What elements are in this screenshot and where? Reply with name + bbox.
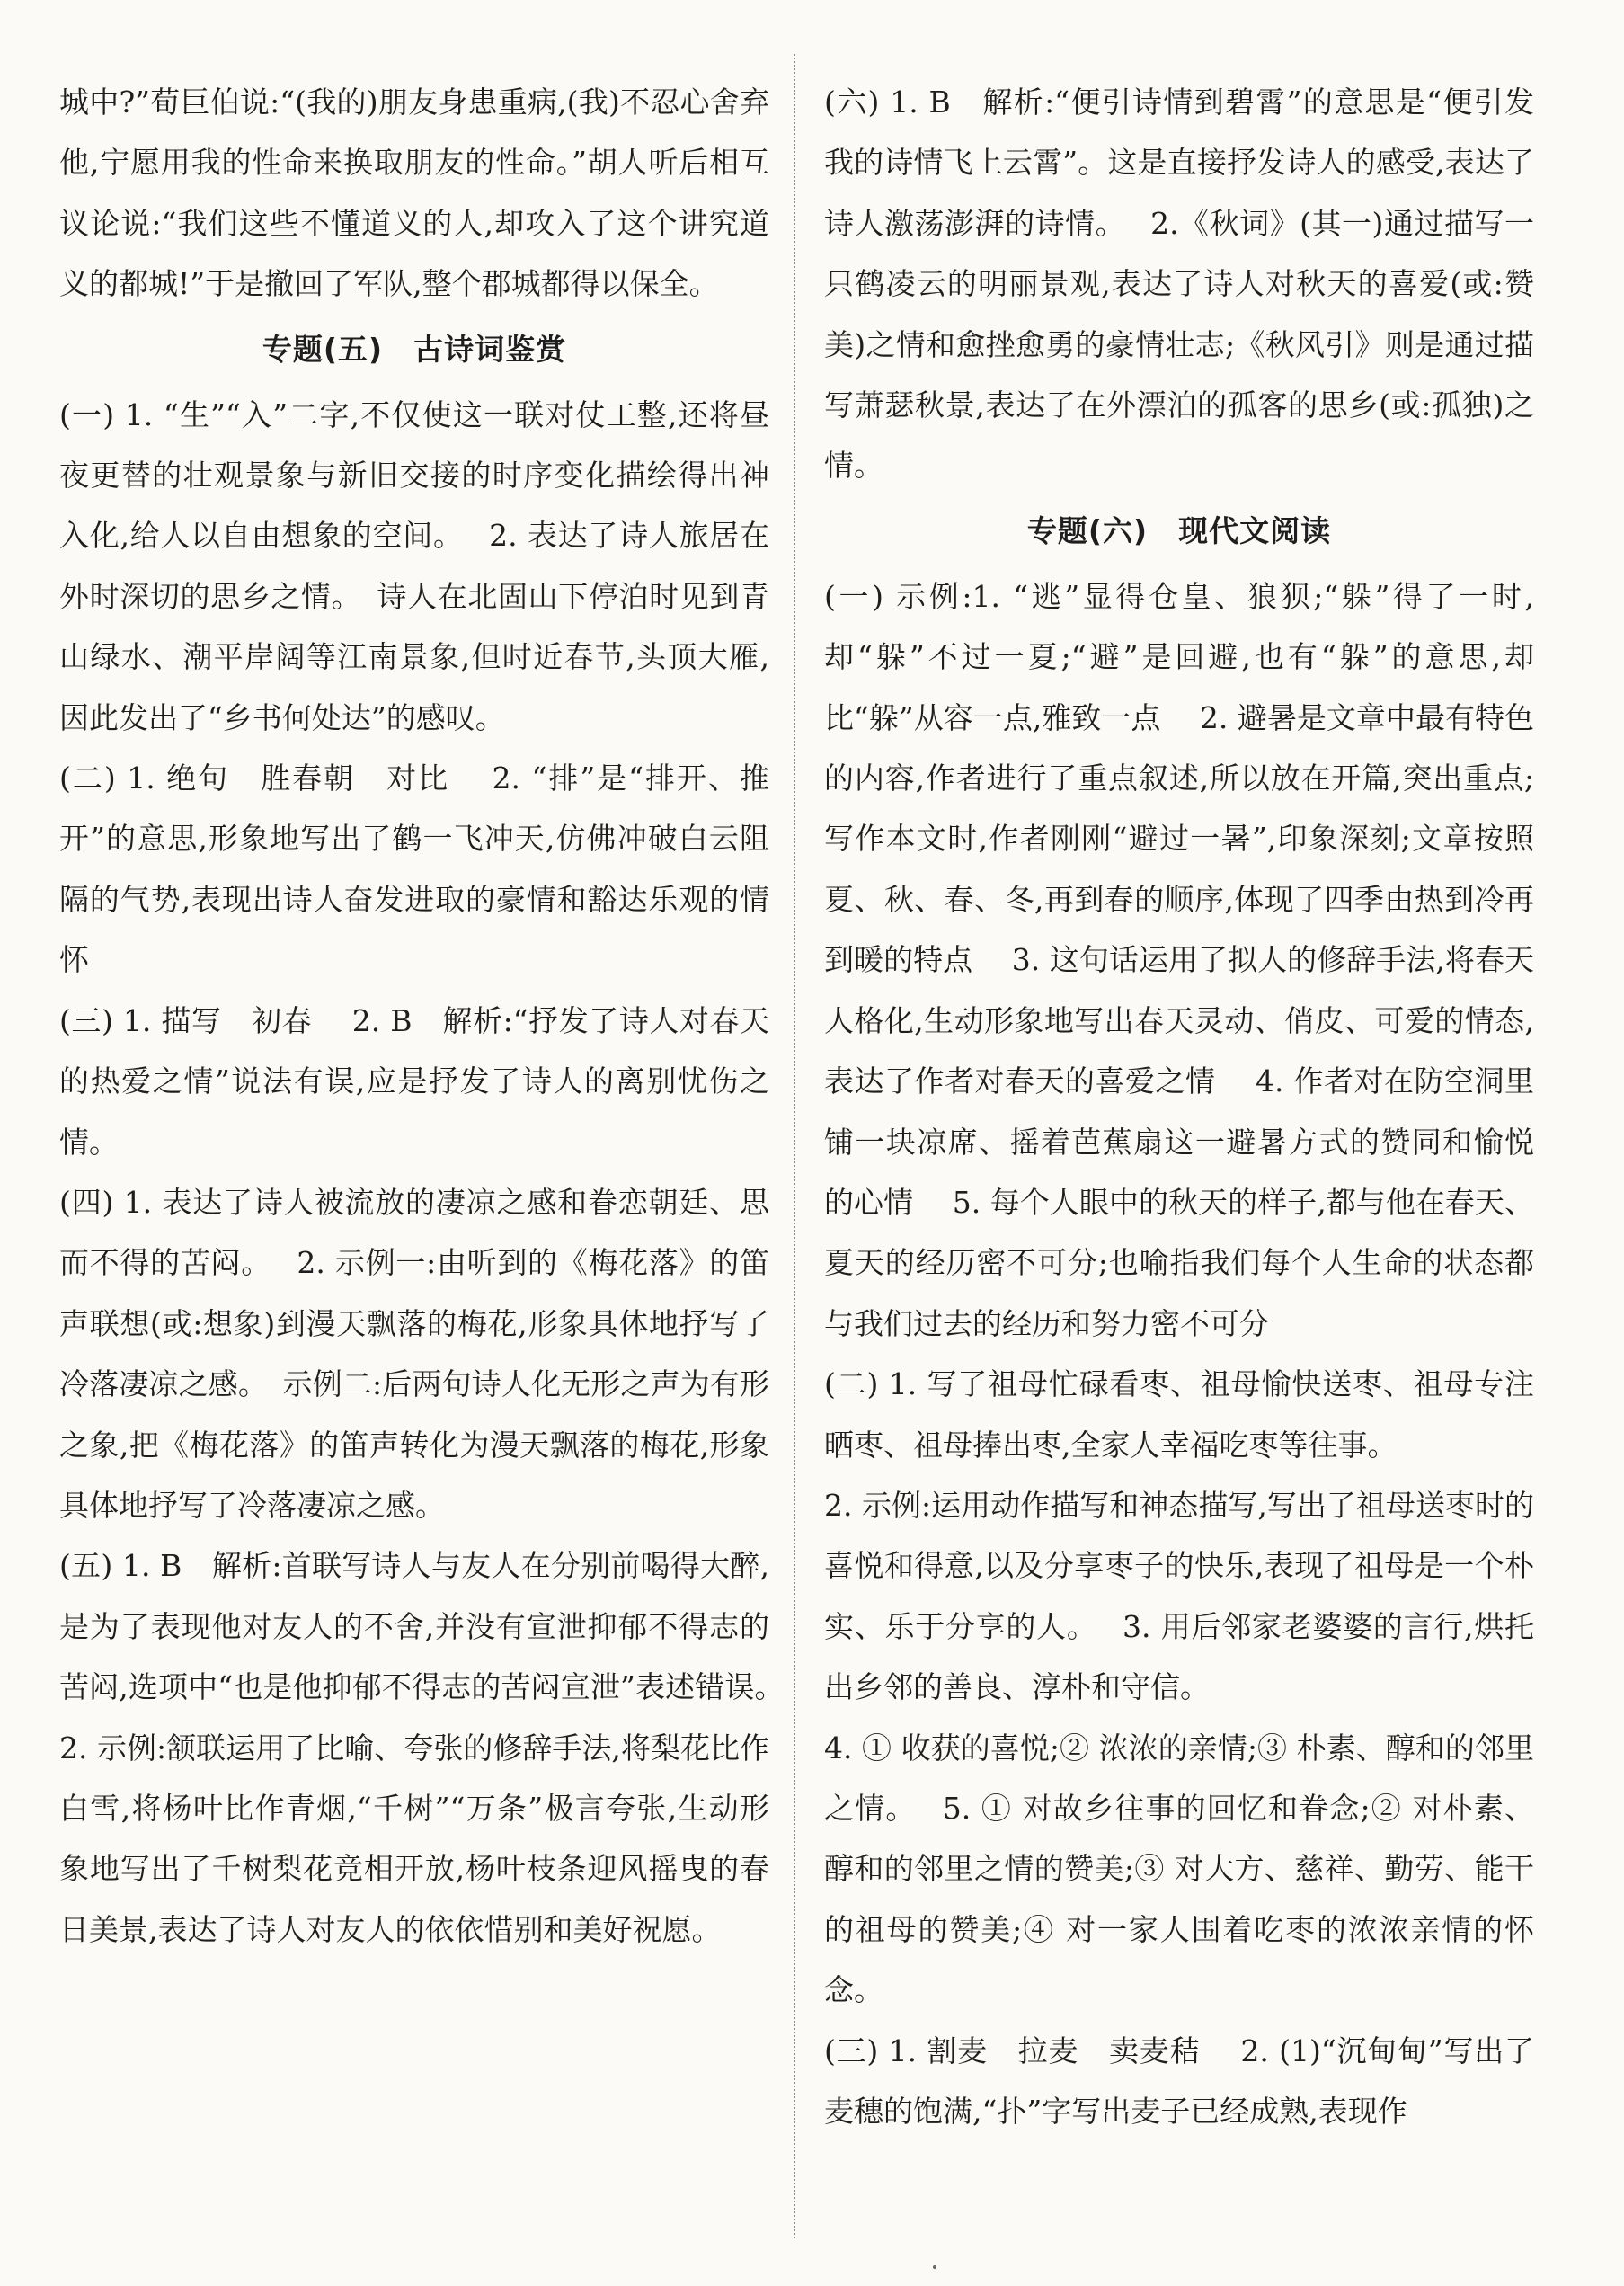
- answer-5-6: (六) 1. B 解析:“便引诗情到碧霄”的意思是“便引发我的诗情飞上云霄”。这是直接抒发诗人的感受,表达了诗人激荡澎湃的诗情。 2.《秋词》(其一)通过描写一只鹤凌云的明丽景观,表达了诗人对秋天的喜爱(或:赞美)之情和愈挫愈勇的豪情壮志;《秋风引》则是通过描写萧瑟秋景,表达了在外漂泊的孤客的思乡(或:孤独)之情。: [824, 85, 1534, 484]
- right-column: [824, 72, 1534, 2141]
- answer-5-2: (二) 1. 绝句 胜春朝 对比 2. “排”是“排开、推开”的意思,形象地写出了鹤一飞冲天,仿佛冲破白云阻隔的气势,表现出诗人奋发进取的豪情和豁达乐观的情怀: [59, 761, 769, 978]
- section-heading-5: 专题(五) 古诗词鉴赏: [262, 331, 567, 367]
- page-dot: [933, 2265, 936, 2269]
- answer-6-2-part2: 2. 示例:运用动作描写和神态描写,写出了祖母送枣时的喜悦和得意,以及分享枣子的快乐,表现了祖母是一个朴实、乐于分享的人。 3. 用后邻家老婆婆的言行,烘托出乡邻的善良、淳朴和守信。: [824, 1487, 1534, 1705]
- section-heading-6: 专题(六) 现代文阅读: [1026, 512, 1332, 548]
- answer-5-5: (五) 1. B 解析:首联写诗人与友人在分别前喝得大醉,是为了表现他对友人的不舍,并没有宣泄抑郁不得志的苦闷,选项中“也是他抑郁不得志的苦闷宣泄”表述错误。 2. 示例:颔联运用了比喻、夸张的修辞手法,将梨花比作白雪,将杨叶比作青烟,“千树”“万条”极言夸张,生动形象地写出了千树梨花竞相开放,杨叶枝条迎风摇曳的春日美景,表达了诗人对友人的依依惜别和美好祝愿。: [59, 1548, 809, 1947]
- left-column: [59, 72, 809, 1960]
- answer-6-2-part1: (二) 1. 写了祖母忙碌看枣、祖母愉快送枣、祖母专注晒枣、祖母捧出枣,全家人幸福吃枣等往事。: [824, 1366, 1534, 1463]
- column-divider: [794, 54, 795, 2238]
- answer-6-1: (一) 示例:1. “逃”显得仓皇、狼狈;“躲”得了一时,却“躲”不过一夏;“避”是回避,也有“躲”的意思,却比“躲”从容一点,雅致一点 2. 避暑是文章中最有特色的内容,作者进行了重点叙述,所以放在开篇,突出重点;写作本文时,作者刚刚“避过一暑”,印象深刻;文章按照夏、秋、春、冬,再到春的顺序,体现了四季由热到冷再到暖的特点 3. 这句话运用了拟人的修辞手法,将春天人格化,生动形象地写出春天灵动、俏皮、可爱的情态,表达了作者对春天的喜爱之情 4. 作者对在防空洞里铺一块凉席、摇着芭蕉扇这一避暑方式的赞同和愉悦的心情 5. 每个人眼中的秋天的样子,都与他在春天、夏天的经历密不可分;也喻指我们每个人生命的状态都与我们过去的经历和努力密不可分: [824, 578, 1534, 1341]
- answer-5-3: (三) 1. 描写 初春 2. B 解析:“抒发了诗人对春天的热爱之情”说法有误,应是抒发了诗人的离别忧伤之情。: [59, 1002, 769, 1160]
- answer-5-1: (一) 1. “生”“入”二字,不仅使这一联对仗工整,还将昼夜更替的壮观景象与新旧交接的时序变化描绘得出神入化,给人以自由想象的空间。 2. 表达了诗人旅居在外时深切的思乡之情。 诗人在北固山下停泊时见到青山绿水、潮平岸阔等江南景象,但时近春节,头顶大雁,因此发出了“乡书何处达”的感叹。: [59, 396, 769, 735]
- answer-6-2-part3: 4. ① 收获的喜悦;② 浓浓的亲情;③ 朴素、醇和的邻里之情。 5. ① 对故乡往事的回忆和眷念;② 对朴素、醇和的邻里之情的赞美;③ 对大方、慈祥、勤劳、能干的祖母的赞美;④ 对一家人围着吃枣的浓浓亲情的怀念。: [824, 1730, 1534, 2008]
- answer-6-3: (三) 1. 割麦 拉麦 卖麦秸 2. (1)“沉甸甸”写出了麦穗的饱满,“扑”字写出麦子已经成熟,表现作: [824, 2032, 1534, 2129]
- continued-translation: 城中?”荀巨伯说:“(我的)朋友身患重病,(我)不忍心舍弃他,宁愿用我的性命来换取朋友的性命。”胡人听后相互议论说:“我们这些不懂道义的人,却攻入了这个讲究道义的都城!”于是撤回了军队,整个郡城都得以保全。: [59, 85, 769, 302]
- answer-5-4: (四) 1. 表达了诗人被流放的凄凉之感和眷恋朝廷、思而不得的苦闷。 2. 示例一:由听到的《梅花落》的笛声联想(或:想象)到漫天飘落的梅花,形象具体地抒写了冷落凄凉之感。 示例二:后两句诗人化无形之声为有形之象,把《梅花落》的笛声转化为漫天飘落的梅花,形象具体地抒写了冷落凄凉之感。: [59, 1184, 769, 1523]
